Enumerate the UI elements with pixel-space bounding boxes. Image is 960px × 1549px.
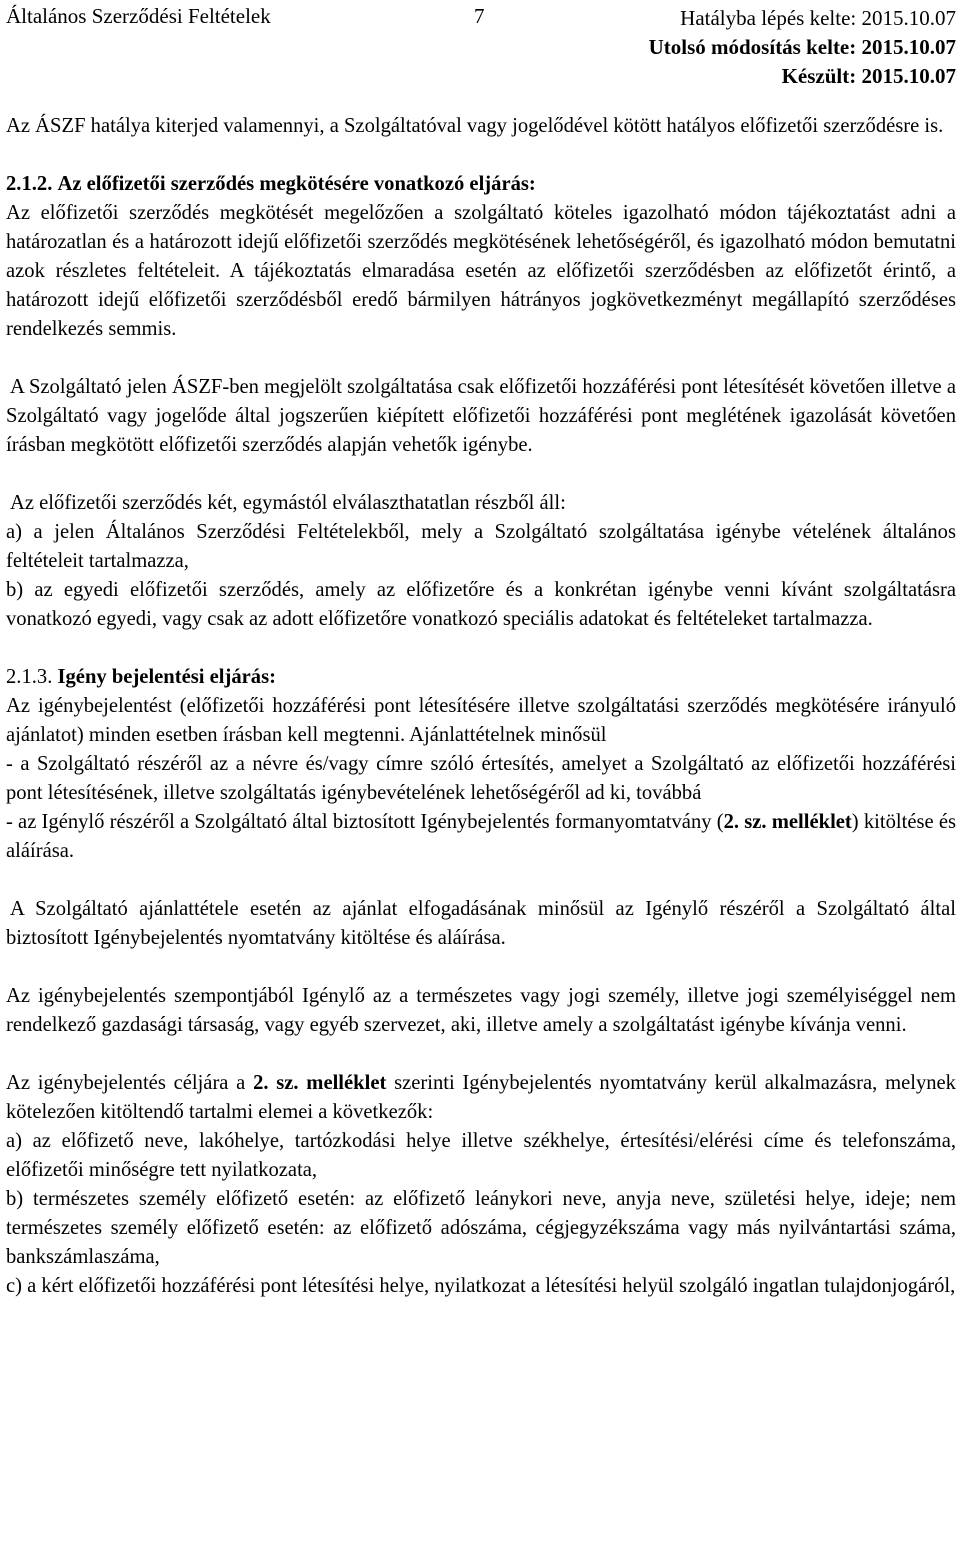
text-run: ) kitöltése és aláírása. [6,811,956,862]
text-run: szerinti Igénybejelentés nyomtatvány kerül alkalmazásra, melynek kötelezően kitöltendő tartalmi elemei a következők: [6,1072,956,1123]
created-date: Készült: 2015.10.07 [781,64,956,88]
text-run: - az Igénylő részéről a Szolgáltató által biztosított Igénybejelentés formanyomtatvány ( [6,811,724,833]
section-2-1-2-heading [6,170,956,199]
paragraph: Az igénybejelentés szempontjából Igénylő az a természetes vagy jogi személy, illetve jogi személyiséggel nem rendelkező gazdasági társaság, vagy egyéb szervezet, aki, illetve amely a szolgáltatást igénybe kívánja venni. [6,985,956,1036]
section-title: Igény bejelentési eljárás: [57,666,276,688]
list-item: - a Szolgáltató részéről az a névre és/vagy címre szóló értesítés, amelyet a Szolgáltató az előfizetői hozzáférési pont létesítésének, illetve szolgáltatás igénybevételének lehetőségéről ad ki, továbbá [6,753,956,804]
paragraph: Az előfizetői szerződés megkötését megelőzően a szolgáltató köteles igazolható módon tájékoztatást adni a határozatlan és a határozott idejű előfizetői szerződés megkötésének lehetőségéről, és igazolható módon bemutatni azok részletes feltételeit. A tájékoztatás elmaradása esetén az előfizetői szerződésben az előfizetőt érintő, a határozott idejű előfizetői szerződésből eredő bármilyen hátrányos jogkövetkezményt megállapító szerződéses rendelkezés semmis. [6,202,956,340]
paragraph: Az igénybejelentést (előfizetői hozzáférési pont létesítésére illetve szolgáltatási szerződés megkötésére irányuló ajánlatot) minden esetben írásban kell megtenni. Ajánlattételnek minősül [6,695,956,746]
section-number: 2.1.3. [6,666,53,688]
list-item: a) a jelen Általános Szerződési Feltételekből, mely a Szolgáltató szolgáltatása igénybe vételének általános feltételeit tartalmazza, [6,521,956,572]
annex-reference: 2. sz. melléklet [253,1072,387,1094]
list-item: c) a kért előfizetői hozzáférési pont létesítési helye, nyilatkozat a létesítési helyül szolgáló ingatlan tulajdonjogáról, [6,1275,956,1297]
document-page [6,0,956,1301]
annex-reference: 2. sz. melléklet [723,811,852,833]
page-number: 7 [474,4,485,28]
paragraph: A Szolgáltató ajánlattétele esetén az ajánlat elfogadásának minősül az Igénylő részéről a Szolgáltató által biztosított Igénybejelentés nyomtatvány kitöltése és aláírása. [6,898,956,949]
page-header [6,0,956,92]
document-body [6,112,956,1301]
section-number: 2.1.2. [6,173,53,195]
list-item: a) az előfizető neve, lakóhelye, tartózkodási helye illetve székhelye, értesítési/elérési címe és telefonszáma, előfizetői minőségre tett nyilatkozata, [6,1130,956,1181]
last-modified-date: Utolsó módosítás kelte: 2015.10.07 [648,35,956,59]
section-title: Az előfizetői szerződés megkötésére vonatkozó eljárás: [57,173,536,195]
list-item [6,808,956,866]
intro-paragraph: Az ÁSZF hatálya kiterjed valamennyi, a Szolgáltatóval vagy jogelődével kötött hatályos előfizetői szerződésre is. [6,115,944,137]
text-run: Az igénybejelentés céljára a [6,1072,254,1094]
header-dates [649,4,956,91]
list-item: b) az egyedi előfizetői szerződés, amely az előfizetőre és a konkrétan igénybe venni kívánt szolgáltatásra vonatkozó egyedi, vagy csak az adott előfizetőre vonatkozó speciális adatokat és feltételeket tartalmazza. [6,579,956,630]
paragraph: Az előfizetői szerződés két, egymástól elválaszthatatlan részből áll: [10,492,566,514]
header-doc-title: Általános Szerződési Feltételek [6,4,271,28]
section-2-1-3-heading [6,663,956,692]
list-item: b) természetes személy előfizető esetén: az előfizető leánykori neve, anyja neve, születési helye, ideje; nem természetes személy előfizető esetén: az előfizető adószáma, cégjegyzékszáma vagy más nyilvántartási száma, bankszámlaszáma, [6,1188,956,1268]
paragraph: A Szolgáltató jelen ÁSZF-ben megjelölt szolgáltatása csak előfizetői hozzáférési pont létesítését követően illetve a Szolgáltató vagy jogelőde által jogszerűen kiépített előfizetői hozzáférési pont meglétének igazolását követően írásban megkötött előfizetői szerződés alapján vehetők igénybe. [6,376,956,456]
paragraph [6,1069,956,1127]
effective-date: Hatályba lépés kelte: 2015.10.07 [680,6,956,30]
